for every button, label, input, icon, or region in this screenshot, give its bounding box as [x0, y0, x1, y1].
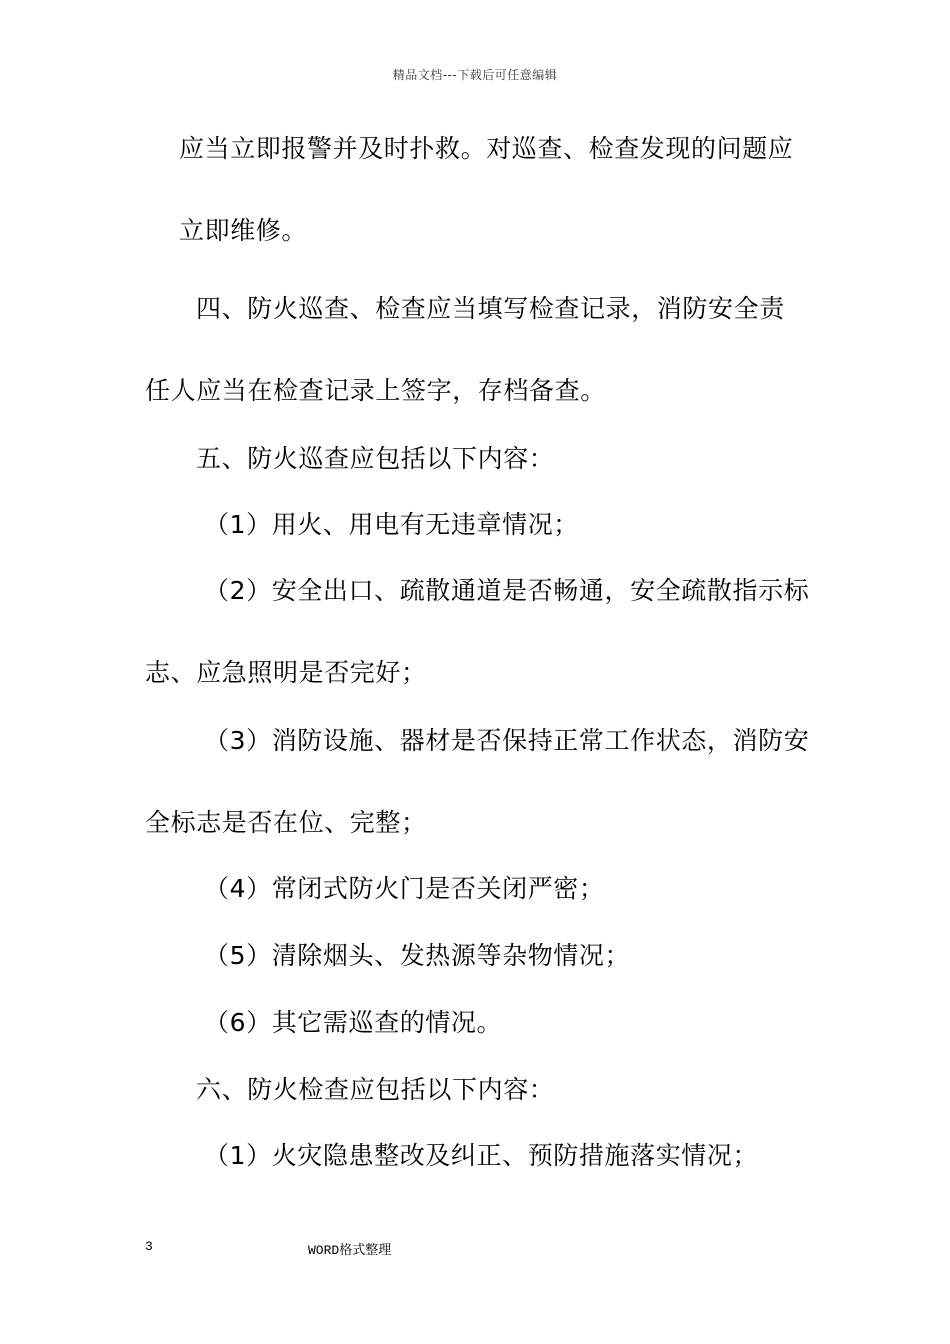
section-heading-5: 五、防火巡查应包括以下内容：: [196, 444, 555, 473]
body-line-4: 任人应当在检查记录上签字，存档备查。: [145, 376, 606, 405]
section-heading-6: 六、防火检查应包括以下内容：: [196, 1075, 555, 1104]
page-number: 3: [145, 1239, 153, 1254]
body-line-2: 立即维修。: [179, 216, 308, 245]
list-item: （6）其它需巡查的情况。: [204, 1008, 503, 1037]
list-item: （3）消防设施、器材是否保持正常工作状态，消防安: [204, 726, 810, 755]
body-line-1: 应当立即报警并及时扑救。对巡查、检查发现的问题应: [179, 134, 794, 163]
list-item: （1）用火、用电有无违章情况；: [204, 510, 579, 539]
page-header: 精品文档---下载后可任意编辑: [392, 68, 558, 82]
list-item-continuation: 志、应急照明是否完好；: [145, 658, 427, 687]
list-item: （2）安全出口、疏散通道是否畅通，安全疏散指示标: [204, 576, 810, 605]
list-item: （5）清除烟头、发热源等杂物情况；: [204, 941, 631, 970]
list-item: （1）火灾隐患整改及纠正、预防措施落实情况；: [204, 1141, 759, 1170]
footer-label: WORD格式整理: [308, 1243, 392, 1258]
section-heading-4: 四、防火巡查、检查应当填写检查记录，消防安全责: [196, 294, 785, 323]
list-item: （4）常闭式防火门是否关闭严密；: [204, 874, 605, 903]
list-item-continuation: 全标志是否在位、完整；: [145, 808, 427, 837]
